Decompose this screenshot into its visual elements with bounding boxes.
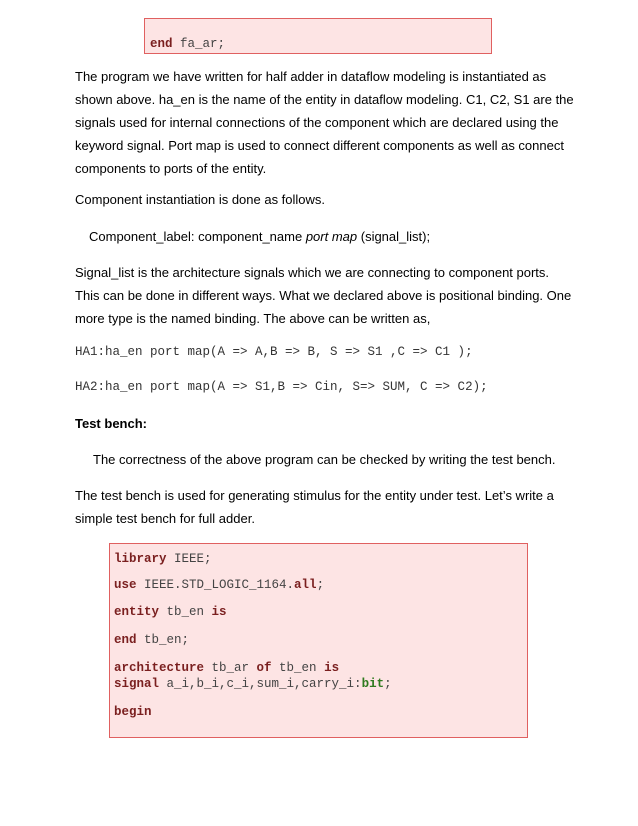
paragraph-instantiation: Component instantiation is done as follows. [75, 192, 326, 207]
keyword-end: end [150, 37, 173, 51]
paragraph-intro: The program we have written for half adder in dataflow modeling is instantiated as shown above. ha_en is the name of the entity in dataflow modeling. C1, C2, S1 are the signals used for internal connections of the component which are declared using the keyword signal. Port map is used to connect different components as well as connect components to ports of the entity. [75, 69, 574, 176]
code-text: ; [316, 578, 325, 592]
keyword-is: is [324, 661, 340, 675]
keyword-is: is [211, 605, 227, 619]
keyword-end: end [114, 633, 137, 647]
syntax-pre: Component_label: component_name [89, 229, 306, 244]
keyword-bit: bit [361, 677, 385, 691]
code-text: IEEE; [166, 552, 212, 566]
syntax-italic: port map [305, 229, 358, 244]
code-library [114, 552, 212, 566]
code-entity [114, 605, 227, 619]
code-text: IEEE.STD_LOGIC_1164. [136, 578, 295, 592]
keyword-all: all [294, 578, 317, 592]
syntax-post: (signal_list); [357, 229, 431, 244]
code-text: fa_ar; [172, 37, 226, 51]
code-begin [114, 705, 152, 719]
keyword-begin: begin [114, 705, 152, 719]
paragraph-signal-list: Signal_list is the architecture signals which we are connecting to component ports. This can be done in different ways. What we declared above is positional binding. One more type is the named binding. The above can be written as, [75, 265, 572, 326]
top-code-line [150, 37, 225, 51]
code-text: tb_en; [136, 633, 190, 647]
code-text: tb_en [271, 661, 325, 675]
keyword-use: use [114, 578, 137, 592]
bottom-code-box [109, 543, 528, 738]
keyword-entity: entity [114, 605, 160, 619]
keyword-library: library [114, 552, 167, 566]
code-end [114, 633, 189, 647]
keyword-signal: signal [114, 677, 160, 691]
code-architecture [114, 661, 339, 675]
code-text: tb_ar [204, 661, 257, 675]
code-text: a_i,b_i,c_i,sum_i,carry_i: [159, 677, 362, 691]
code-text: ; [384, 677, 392, 691]
keyword-of: of [256, 661, 272, 675]
syntax-line [89, 229, 430, 244]
paragraph-correctness: The correctness of the above program can be checked by writing the test bench. [93, 452, 556, 467]
top-code-box [144, 18, 492, 54]
paragraph-test-bench: The test bench is used for generating stimulus for the entity under test. Let’s write a simple test bench for full adder. [75, 488, 554, 526]
keyword-architecture: architecture [114, 661, 205, 675]
code-signal [114, 677, 392, 691]
test-bench-heading: Test bench: [75, 416, 147, 431]
code-text: tb_en [159, 605, 212, 619]
code-use [114, 578, 324, 592]
code-line-ha1: HA1:ha_en port map(A => A,B => B, S => S1 ,C => C1 ); [75, 345, 473, 359]
code-line-ha2: HA2:ha_en port map(A => S1,B => Cin, S=> SUM, C => C2); [75, 380, 488, 394]
